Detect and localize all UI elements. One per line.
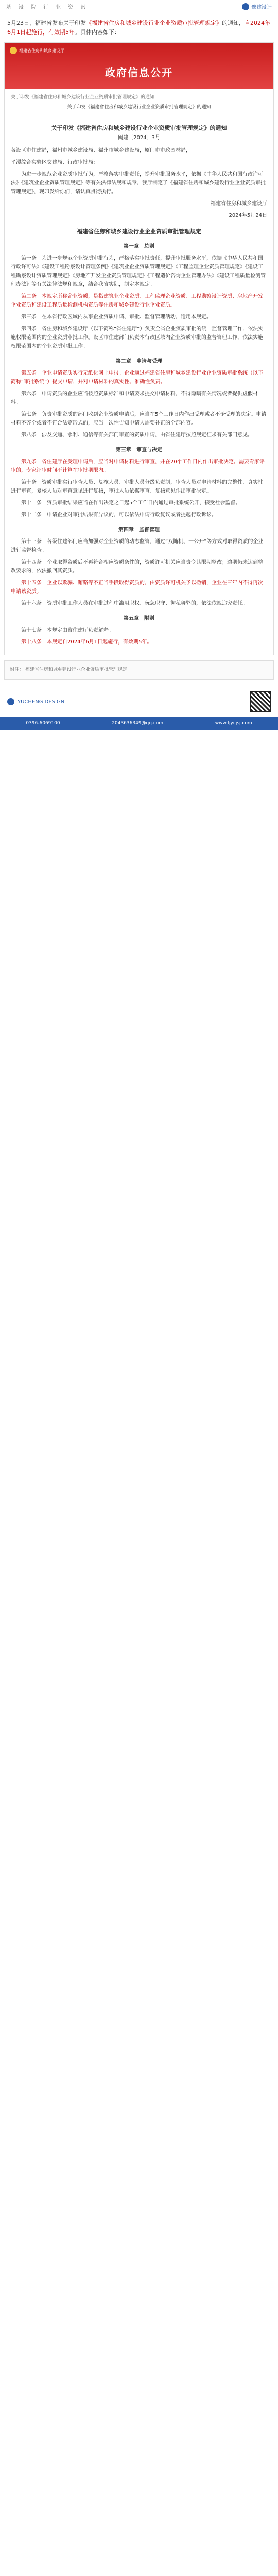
top-nav — [6, 3, 85, 10]
notice-recipients: 平潭综合实验区交建局、行政审批局： — [11, 160, 98, 165]
emblem-icon — [10, 47, 17, 54]
chapter-title: 第三章 审查与决定 — [116, 447, 162, 453]
nav-char: 讯 — [80, 5, 85, 10]
nav-char: 资 — [68, 5, 73, 10]
logo-icon — [242, 3, 249, 10]
article-paragraph: 第十六条 资质审批工作人员在审批过程中滥用职权、玩忽职守、徇私舞弊的，依法依规追究责任。 — [21, 601, 248, 606]
chapter-title: 第五章 附则 — [124, 616, 154, 621]
notice-recipients: 各设区市住建局，福州市城乡建设局、福州市城乡建设局，厦门市市政园林局， — [11, 148, 191, 154]
article-paragraph: 第十八条 本规定自2024年6月1日起施行，有效期5年。 — [21, 639, 152, 645]
gov-site — [10, 47, 268, 54]
intro-highlight: 《福建省住房和城乡建设行业企业资质审批管理规定》 — [86, 20, 222, 26]
qr-code — [250, 691, 271, 712]
company-brand — [7, 698, 64, 705]
brand-logo[interactable] — [242, 3, 272, 10]
gov-banner — [5, 43, 273, 89]
article-paragraph: 第五条 企业申请资质实行无纸化网上申报。企业通过福建省住房和城乡建设行业企业资质审批系统（以下简称“审批系统”）提交申请，并对申请材料的真实性、准确性负责。 — [11, 370, 263, 385]
nav-char: 行 — [43, 5, 48, 10]
doc-header — [5, 89, 273, 114]
contact-bar — [0, 717, 278, 730]
article-paragraph: 第七条 负责审批资质的部门收到企业资质申请后，应当在5个工作日内作出受理或者不予受理的决定。申请材料不齐全或者不符合法定形式的，应当一次性告知申请人需要补正的全部内容。 — [11, 412, 267, 426]
doc-subtitle: 关于印发《福建省住房和城乡建设行业企业资质审批管理规定》的通知 — [67, 105, 211, 110]
notice-date: 2024年5月24日 — [229, 213, 267, 218]
article-paragraph: 第九条 省住建厅在受理申请后，应当对申请材料进行审查，并在20个工作日内作出审批决定。需要专家评审的，专家评审时间不计算在审批期限内。 — [11, 459, 265, 473]
logo-text: 豫建设计 — [251, 5, 272, 10]
article-paragraph: 第一条 为进一步规范企业资质审批行为，严格落实审批责任，提升审批服务水平，依据《中华人民共和国行政许可法》《建设工程勘察设计管理条例》《建筑业企业资质管理规定》《工程监理企业资质管理规定》《建设工程勘察设计资质管理规定》《房地产开发企业资质管理规定》《工程造价咨询企业管理办法》《建设工程质量检测管理办法》等有关法律法规和规章，结合我省实际，制定本规定。 — [11, 256, 266, 287]
article-paragraph: 第十五条 企业以欺骗、贿赂等不正当手段取得资质的，由资质许可机关予以撤销，企业在三年内不得再次申请该资质。 — [11, 580, 263, 595]
article-paragraph: 第十二条 申请企业对审批结果有异议的，可以依法申请行政复议或者提起行政诉讼。 — [21, 512, 217, 518]
document-screenshot — [4, 42, 274, 655]
company-logo-icon — [7, 698, 14, 705]
nav-char: 设 — [19, 5, 24, 10]
company-footer — [0, 686, 278, 717]
article-paragraph: 第十七条 本规定由省住建厅负责解释。 — [21, 628, 114, 633]
attachment — [4, 660, 274, 680]
notice-title: 关于印发《福建省住房和城乡建设行业企业资质审批管理规定》的通知 — [51, 125, 227, 131]
article-paragraph: 第四条 省住房和城乡建设厅（以下简称“省住建厅”）负责全省企业资质审批的统一监督管理工作，依法实施权限范围内的企业资质审批工作。设区市住建部门负责本行政区域内企业资质审批的监督管理工作，依法实施权限范围内的企业资质审批工作。 — [11, 326, 264, 349]
article-paragraph: 第三条 在本省行政区域内从事企业资质申请、审批、监督管理活动，适用本规定。 — [21, 314, 212, 320]
company-name: YUCHENG DESIGN — [18, 699, 65, 705]
notice-body: 为进一步规范企业资质审批行为，严格落实审批责任，提升审批服务水平，依据《中华人民共和国行政许可法》《建筑业企业资质管理规定》等有关法律法规和规章，我厅制定了《福建省住房和城乡建设行业企业资质审批管理规定》，现印发给你们，请认真贯彻执行。 — [11, 172, 266, 195]
law-title: 福建省住房和城乡建设行业企业资质审批管理规定 — [77, 228, 201, 235]
intro-text: 5月23日，福建省发布关于印发 — [7, 20, 86, 26]
intro-highlight: 自2024年6月1日起施行，有效期5年 — [7, 20, 270, 36]
chapter-title: 第四章 监督管理 — [118, 527, 160, 533]
article-paragraph: 第二条 本规定所称企业资质，是指建筑业企业资质、工程监理企业资质、工程勘察设计资质、房地产开发企业资质和建设工程质量检测机构资质等住房和城乡建设行业企业资质。 — [11, 294, 263, 308]
notice-signer: 福建省住房和城乡建设厅 — [211, 201, 267, 207]
article-intro — [0, 13, 278, 42]
notice-number: 闽建〔2024〕3号 — [118, 135, 160, 141]
contact-email[interactable]: 2043636349@qq.com — [112, 721, 164, 726]
chapters — [11, 242, 267, 647]
intro-text: 。具体内容如下： — [75, 29, 120, 36]
nav-char: 院 — [31, 5, 36, 10]
attachment-link[interactable]: 福建省住房和城乡建设行业企业资质审批管理规定 — [25, 667, 127, 672]
intro-text: 的通知， — [222, 20, 245, 26]
nav-char: 基 — [6, 5, 11, 10]
gov-site-name: 福建省住房和城乡建设厅 — [19, 48, 64, 53]
attachment-label: 附件： — [10, 667, 24, 672]
article-paragraph: 第十四条 企业取得资质后不再符合相应资质条件的，资质许可机关应当责令其限期整改；逾期仍未达到整改要求的，依法撤回其资质。 — [11, 560, 263, 574]
article-paragraph: 第八条 涉及交通、水利、通信等有关部门审查的资质申请，由省住建厅按照规定征求有关部门意见。 — [21, 432, 253, 438]
article-paragraph: 第六条 申请资质的企业应当按照资质标准和申请要求提交申请材料，不得隐瞒有关情况或者提供虚假材料。 — [11, 391, 258, 405]
article-paragraph: 第十三条 各级住建部门应当加强对企业资质的动态监管，通过“双随机、一公开”等方式对取得资质的企业进行监督检查。 — [11, 539, 264, 553]
contact-site[interactable]: www.fjycjsj.com — [215, 721, 252, 726]
article-paragraph: 第十条 资质审批实行审查人员、复核人员、审批人员分级负责制，审查人员对申请材料的完整性、真实性进行审查，复核人员对审查意见进行复核，审批人员依据审查、复核意见作出审批决定。 — [11, 480, 263, 494]
doc-path: 关于印发《福建省住房和城乡建设行业企业资质审批管理规定》的通知 — [11, 95, 155, 100]
nav-char: 业 — [56, 5, 61, 10]
contact-phone[interactable]: 0396-6069100 — [26, 721, 60, 726]
doc-body — [5, 114, 273, 655]
top-bar — [0, 0, 278, 13]
chapter-title: 第二章 申请与受理 — [116, 359, 162, 364]
chapter-title: 第一章 总则 — [124, 244, 154, 249]
article-paragraph: 第十一条 资质审批结果应当在作出决定之日起5个工作日内通过审批系统公开，接受社会监督。 — [21, 500, 241, 506]
banner-title: 政府信息公开 — [105, 66, 173, 79]
